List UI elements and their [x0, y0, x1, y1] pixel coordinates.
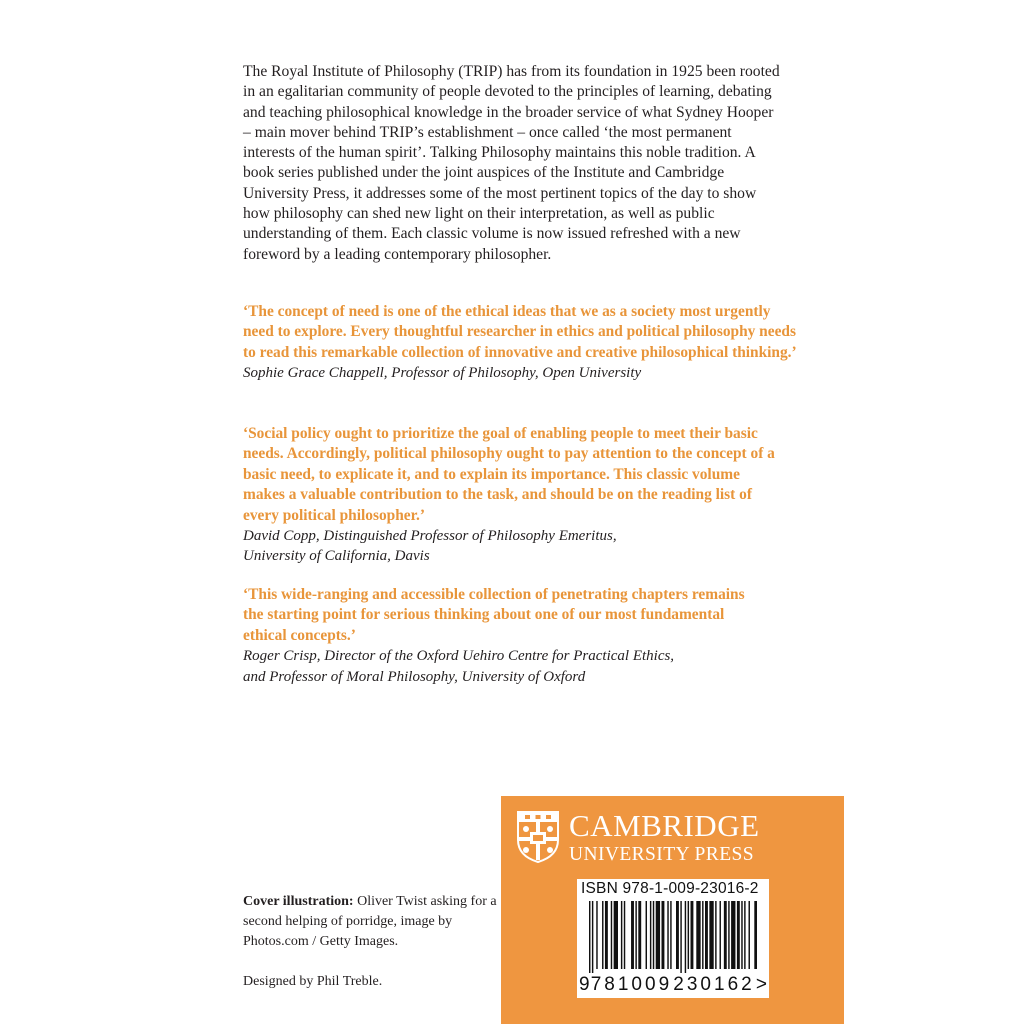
barcode-bar: [650, 901, 651, 969]
barcode-bar: [680, 901, 681, 973]
barcode-bar: [696, 901, 700, 969]
barcode-bar: [744, 901, 745, 969]
barcode-bar: [676, 901, 679, 969]
publisher-panel: [501, 796, 844, 1024]
barcode-digits-right: 230162: [673, 974, 755, 995]
barcode-bar: [635, 901, 636, 969]
quote-attribution-line1: David Copp, Distinguished Professor of Philosophy Emeritus,: [243, 528, 617, 545]
barcode-bar: [737, 901, 740, 969]
barcode-bar: [709, 901, 713, 969]
barcode-bar: [621, 901, 622, 969]
isbn-label: ISBN 978-1-009-23016-2: [581, 880, 759, 897]
quote-attribution-line2: and Professor of Moral Philosophy, University of Oxford: [243, 668, 586, 685]
barcode-bar: [646, 901, 647, 969]
endorsement-copp: [243, 424, 803, 567]
publisher-name-line2: UNIVERSITY PRESS: [569, 844, 754, 865]
barcode-bar: [715, 901, 716, 969]
barcode-bar: [592, 901, 593, 973]
barcode-bar: [631, 901, 634, 969]
barcode-bar: [728, 901, 729, 969]
quote-attribution: Sophie Grace Chappell, Professor of Philosophy, Open University: [243, 365, 642, 382]
barcode-bar: [624, 901, 625, 969]
barcode-bar: [724, 901, 727, 969]
barcode-bar: [656, 901, 660, 969]
barcode-bar: [596, 901, 597, 969]
barcode-bar: [589, 901, 590, 973]
barcode-bar: [720, 901, 721, 969]
credits: [243, 892, 503, 992]
isbn-barcode-box: [577, 879, 769, 998]
series-blurb: The Royal Institute of Philosophy (TRIP) has from its foundation in 1925 been rooted in an egalitarian community of people devoted to the principles of learning, debating and teaching philosophical knowledge in the broader service of what Sydney Hooper – main mover behind TRIP’s establishment – once called ‘the most permanent interests of the human spirit’. Talking Philosophy maintains this noble tradition. A book series published under the joint auspices of the Institute and Cambridge University Press, it addresses some of the most pertinent topics of the day to show how philosophy can shed new light on their interpretation, as well as public understanding of them. Each classic volume is now issued refreshed with a new foreword by a leading contemporary philosopher.: [243, 63, 780, 263]
quote-text: ‘Social policy ought to prioritize the goal of enabling people to meet their basic needs. Accordingly, political philosophy ought to pay attention to the concept of a basic need, to explicate it, and to explain its importance. This classic volume makes a valuable contribution to the task, and should be on the reading list of every political philosopher.’: [243, 425, 775, 524]
barcode-digits: [579, 974, 767, 996]
endorsement-chappell: [243, 302, 803, 384]
barcode-bar: [653, 901, 654, 969]
barcode-bar: [705, 901, 708, 969]
barcode-bar: [749, 901, 750, 969]
barcode-digit-prefix: 9: [579, 974, 590, 995]
barcode-bar: [685, 901, 686, 973]
endorsement-crisp: [243, 585, 803, 687]
barcode-bar: [754, 901, 757, 969]
barcode-bar: [667, 901, 668, 969]
cambridge-crest-icon: [516, 810, 560, 864]
quote-attribution-line1: Roger Crisp, Director of the Oxford Uehiro Centre for Practical Ethics,: [243, 648, 675, 665]
barcode-bar: [731, 901, 735, 969]
barcode-bar: [670, 901, 671, 969]
publisher-name: [569, 810, 760, 866]
quote-text: ‘The concept of need is one of the ethical ideas that we as a society most urgently need to explore. Every thoughtful researcher in ethics and political philosophy needs to read this remarkable collection of innovative and creative philosophical thinking.’: [243, 303, 797, 361]
barcode-bar: [702, 901, 703, 969]
publisher-name-line1: CAMBRIDGE: [569, 808, 760, 843]
barcode-digits-left: 781009: [590, 974, 673, 995]
quote-attribution-line2: University of California, Davis: [243, 548, 430, 565]
barcode-bar: [662, 901, 665, 969]
cover-illustration-label: Cover illustration:: [243, 894, 354, 909]
barcode-bar: [605, 901, 608, 969]
barcode-bar: [614, 901, 618, 969]
quote-text: ‘This wide-ranging and accessible collection of penetrating chapters remains the starting point for serious thinking about one of our most fundamental ethical concepts.’: [243, 586, 745, 644]
barcode-bar: [602, 901, 603, 969]
barcode-bar: [691, 901, 694, 969]
cover-illustration-credit: [243, 892, 503, 951]
cover-illustration-text: Oliver Twist asking for a second helping of porridge, image by Photos.com / Getty Images.: [243, 894, 497, 949]
designer-credit: Designed by Phil Treble.: [243, 974, 383, 990]
barcode: [589, 901, 757, 973]
barcode-bar: [688, 901, 689, 969]
barcode-bar: [638, 901, 641, 969]
barcode-quiet-zone-mark: >: [755, 974, 767, 995]
barcode-bar: [741, 901, 742, 969]
barcode-bar: [611, 901, 612, 969]
